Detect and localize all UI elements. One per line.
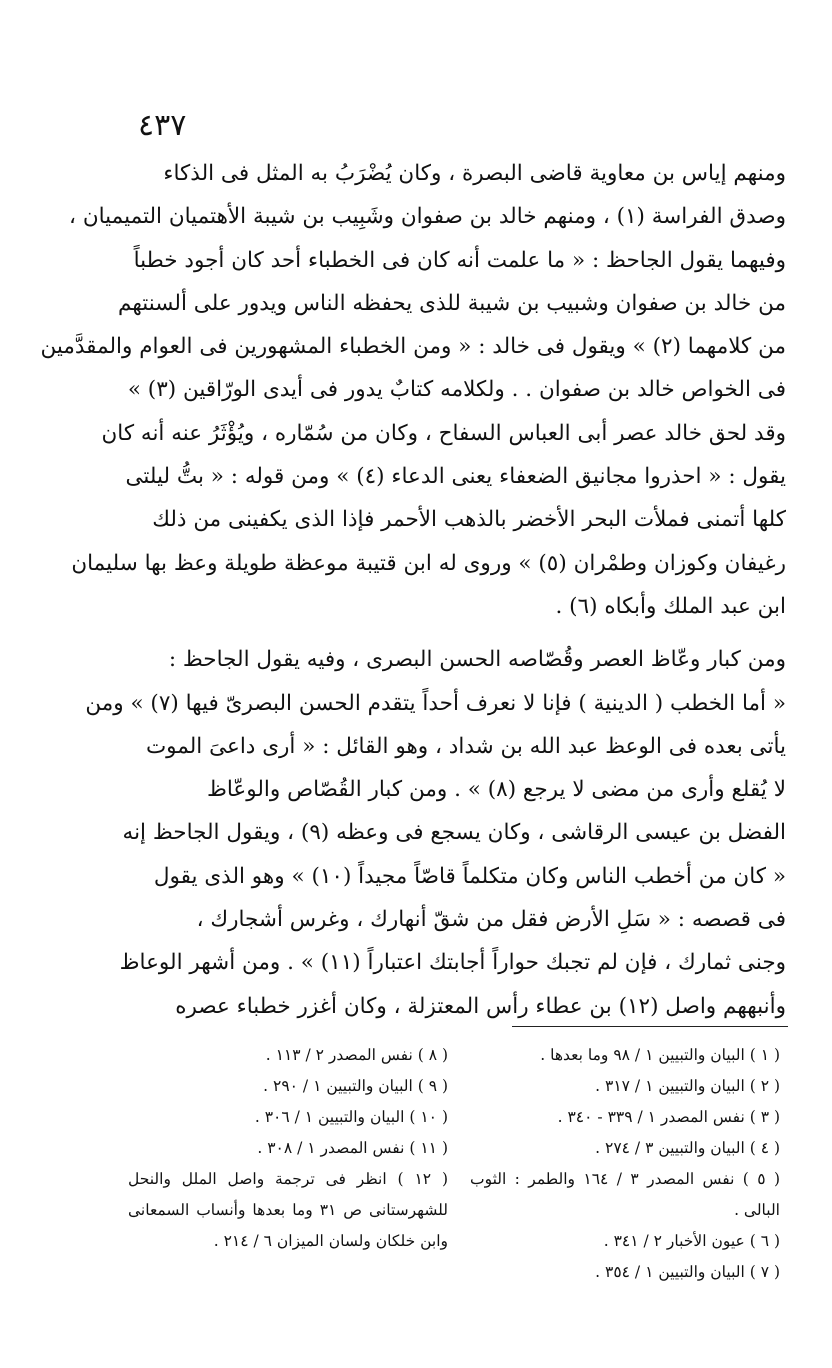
footnote: ( ٣ ) نفس المصدر ١ / ٣٣٩ - ٣٤٠ . bbox=[557, 1108, 780, 1126]
footnotes-right-column bbox=[470, 1040, 780, 1288]
footnote: ( ٩ ) البيان والتبيين ١ / ٢٩٠ . bbox=[263, 1077, 448, 1095]
footnote: ( ٤ ) البيان والتبيين ٣ / ٢٧٤ . bbox=[595, 1139, 780, 1157]
text-line: يأتى بعده فى الوعظ عبد الله بن شداد ، وهو القائل : « أرى داعىَ الموت bbox=[145, 733, 786, 759]
text-line: فى الخواص خالد بن صفوان . . ولكلامه كتابٌ يدور فى أيدى الورّاقين (٣) » bbox=[127, 377, 786, 403]
footnote: ( ٧ ) البيان والتبيين ١ / ٣٥٤ . bbox=[595, 1263, 780, 1281]
page-number: ٤٣٧ bbox=[138, 108, 187, 143]
paragraph-1 bbox=[40, 152, 786, 628]
text-line: وقد لحق خالد عصر أبى العباس السفاح ، وكان من سُمّاره ، ويُؤْثَرُ عنه أنه كان bbox=[101, 420, 786, 446]
footnote: ( ٦ ) عيون الأخبار ٢ / ٣٤١ . bbox=[603, 1232, 780, 1250]
paragraph-2 bbox=[85, 638, 786, 1028]
footnote: ( ١٠ ) البيان والتبيين ١ / ٣٠٦ . bbox=[254, 1108, 448, 1126]
text-line: رغيفان وكوزان وطمْران (٥) » وروى له ابن قتيبة موعظة طويلة وعظ بها سليمان bbox=[71, 550, 786, 576]
text-line: وجنى ثمارك ، فإن لم تجبك حواراً أجابتك اعتباراً (١١) » . ومن أشهر الوعاظ bbox=[119, 950, 786, 976]
footnotes-left-column bbox=[128, 1040, 448, 1257]
footnote-divider bbox=[512, 1026, 788, 1027]
text-line: ومن كبار وعّاظ العصر وقُصّاصه الحسن البصرى ، وفيه يقول الجاحظ : bbox=[168, 647, 786, 673]
text-line: من كلامهما (٢) » ويقول فى خالد : « ومن الخطباء المشهورين فى العوام والمقدَّمين bbox=[40, 334, 786, 360]
text-line: « كان من أخطب الناس وكان متكلماً قاصّاً مجيداً (١٠) » وهو الذى يقول bbox=[153, 863, 786, 889]
footnote: ( ٥ ) نفس المصدر ٣ / ١٦٤ والطمر : الثوب البالى . bbox=[470, 1170, 780, 1219]
text-line: يقول : « احذروا مجانيق الضعفاء يعنى الدعاء (٤) » ومن قوله : « بتُّ ليلتى bbox=[125, 464, 786, 490]
text-line: كلها أتمنى فملأت البحر الأخضر بالذهب الأحمر فإذا الذى يكفينى من ذلك bbox=[152, 507, 786, 533]
text-line: ومنهم إياس بن معاوية قاضى البصرة ، وكان يُضْرَبُ به المثل فى الذكاء bbox=[163, 161, 786, 186]
text-line: وأنبههم واصل (١٢) بن عطاء رأس المعتزلة ، وكان أغزر خطباء عصره bbox=[175, 993, 786, 1019]
footnote: ( ٨ ) نفس المصدر ٢ / ١١٣ . bbox=[265, 1046, 448, 1064]
text-line: من خالد بن صفوان وشبيب بن شيبة للذى يحفظه الناس ويدور على ألسنتهم bbox=[118, 290, 786, 316]
footnote: ( ٢ ) البيان والتبيين ١ / ٣١٧ . bbox=[595, 1077, 780, 1095]
text-line: وصدق الفراسة (١) ، ومنهم خالد بن صفوان وشَبِيب بن شيبة الأهتميان التميميان ، bbox=[69, 204, 786, 230]
text-line: « أما الخطب ( الدينية ) فإنا لا نعرف أحداً يتقدم الحسن البصرىّ فيها (٧) » ومن bbox=[85, 690, 786, 716]
text-line: لا يُقلع وأرى من مضى لا يرجع (٨) » . ومن كبار القُصّاص والوعّاظ bbox=[206, 777, 786, 803]
text-line: ابن عبد الملك وأبكاه (٦) . bbox=[555, 593, 786, 619]
text-line: فى قصصه : « سَلِ الأرض فقل من شقّ أنهارك ، وغرس أشجارك ، bbox=[196, 907, 786, 933]
text-line: وفيهما يقول الجاحظ : « ما علمت أنه كان فى الخطباء أحد كان أجود خطباً bbox=[133, 247, 786, 273]
main-text bbox=[40, 152, 786, 1028]
text-line: الفضل بن عيسى الرقاشى ، وكان يسجع فى وعظه (٩) ، ويقول الجاحظ إنه bbox=[122, 820, 786, 846]
footnote: ( ١١ ) نفس المصدر ١ / ٣٠٨ . bbox=[257, 1139, 448, 1157]
footnote: ( ١٢ ) انظر فى ترجمة واصل الملل والنحل للشهرستانى ص ٣١ وما بعدها وأنساب السمعانى وابن خلكان ولسان الميزان ٦ / ٢١٤ . bbox=[128, 1170, 449, 1250]
footnote: ( ١ ) البيان والتبيين ١ / ٩٨ وما بعدها . bbox=[540, 1046, 780, 1064]
